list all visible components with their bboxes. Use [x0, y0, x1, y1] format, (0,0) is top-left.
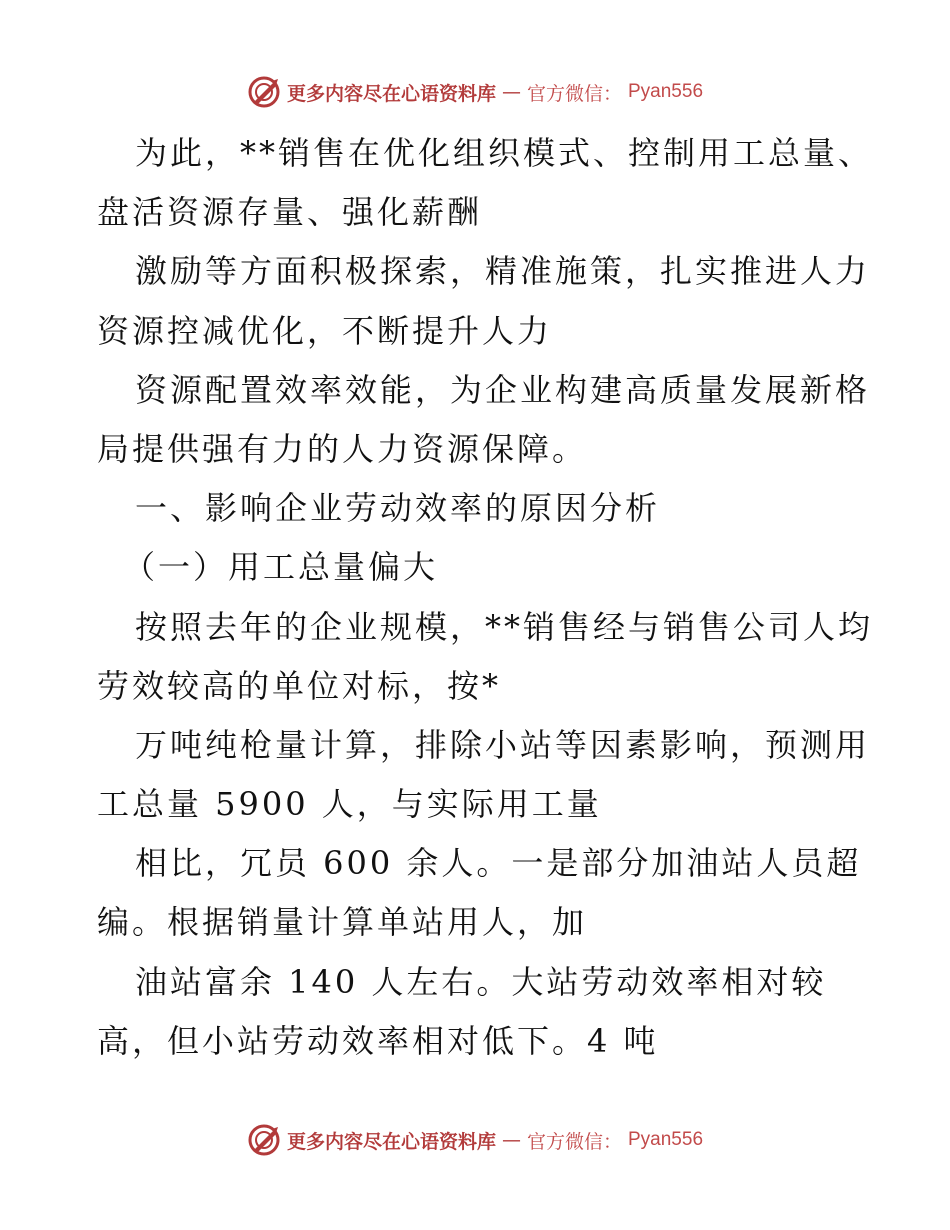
body-line: 万吨纯枪量计算，排除小站等因素影响，预测用: [135, 725, 871, 764]
brand-logo-icon: [247, 1123, 281, 1157]
watermark-contact-label: 官方微信：: [526, 82, 622, 105]
watermark-brand-text: 更多内容尽在心语资料库: [286, 1130, 496, 1153]
body-line: 劳效较高的单位对标，按*: [97, 666, 502, 705]
body-line: 为此，**销售在优化组织模式、控制用工总量、: [135, 134, 874, 172]
body-line: 油站富余 140 人左右。大站劳动效率相对较: [135, 962, 827, 1001]
body-line: 编。根据销量计算单站用人，加: [97, 903, 588, 942]
subsection-heading: （一）用工总量偏大: [123, 548, 439, 587]
watermark-contact-id: Pyan556: [628, 81, 704, 102]
body-line: 资源控减优化，不断提升人力: [97, 311, 553, 350]
footer-watermark: [0, 1120, 950, 1160]
watermark-dash: —: [501, 1129, 521, 1151]
body-line: 激励等方面积极探索，精准施策，扎实推进人力: [135, 252, 871, 291]
watermark-contact-id: Pyan556: [628, 1129, 704, 1150]
body-line: 资源配置效率效能，为企业构建高质量发展新格: [135, 370, 871, 409]
body-line: 盘活资源存量、强化薪酬: [97, 193, 483, 232]
section-heading: 一、影响企业劳动效率的原因分析: [135, 489, 661, 528]
body-line: 相比，冗员 600 余人。一是部分加油站人员超: [135, 844, 862, 883]
body-line: 工总量 5900 人，与实际用工量: [97, 785, 602, 824]
watermark-brand-text: 更多内容尽在心语资料库: [286, 82, 496, 105]
body-line: 高，但小站劳动效率相对低下。4 吨: [97, 1021, 659, 1060]
brand-logo-icon: [247, 75, 281, 109]
document-body: [97, 124, 874, 1071]
body-line: 局提供强有力的人力资源保障。: [97, 429, 588, 468]
body-line: 按照去年的企业规模，**销售经与销售公司人均: [135, 607, 874, 646]
watermark-contact-label: 官方微信：: [526, 1130, 622, 1153]
watermark-dash: —: [501, 81, 521, 103]
header-watermark: [0, 72, 950, 112]
